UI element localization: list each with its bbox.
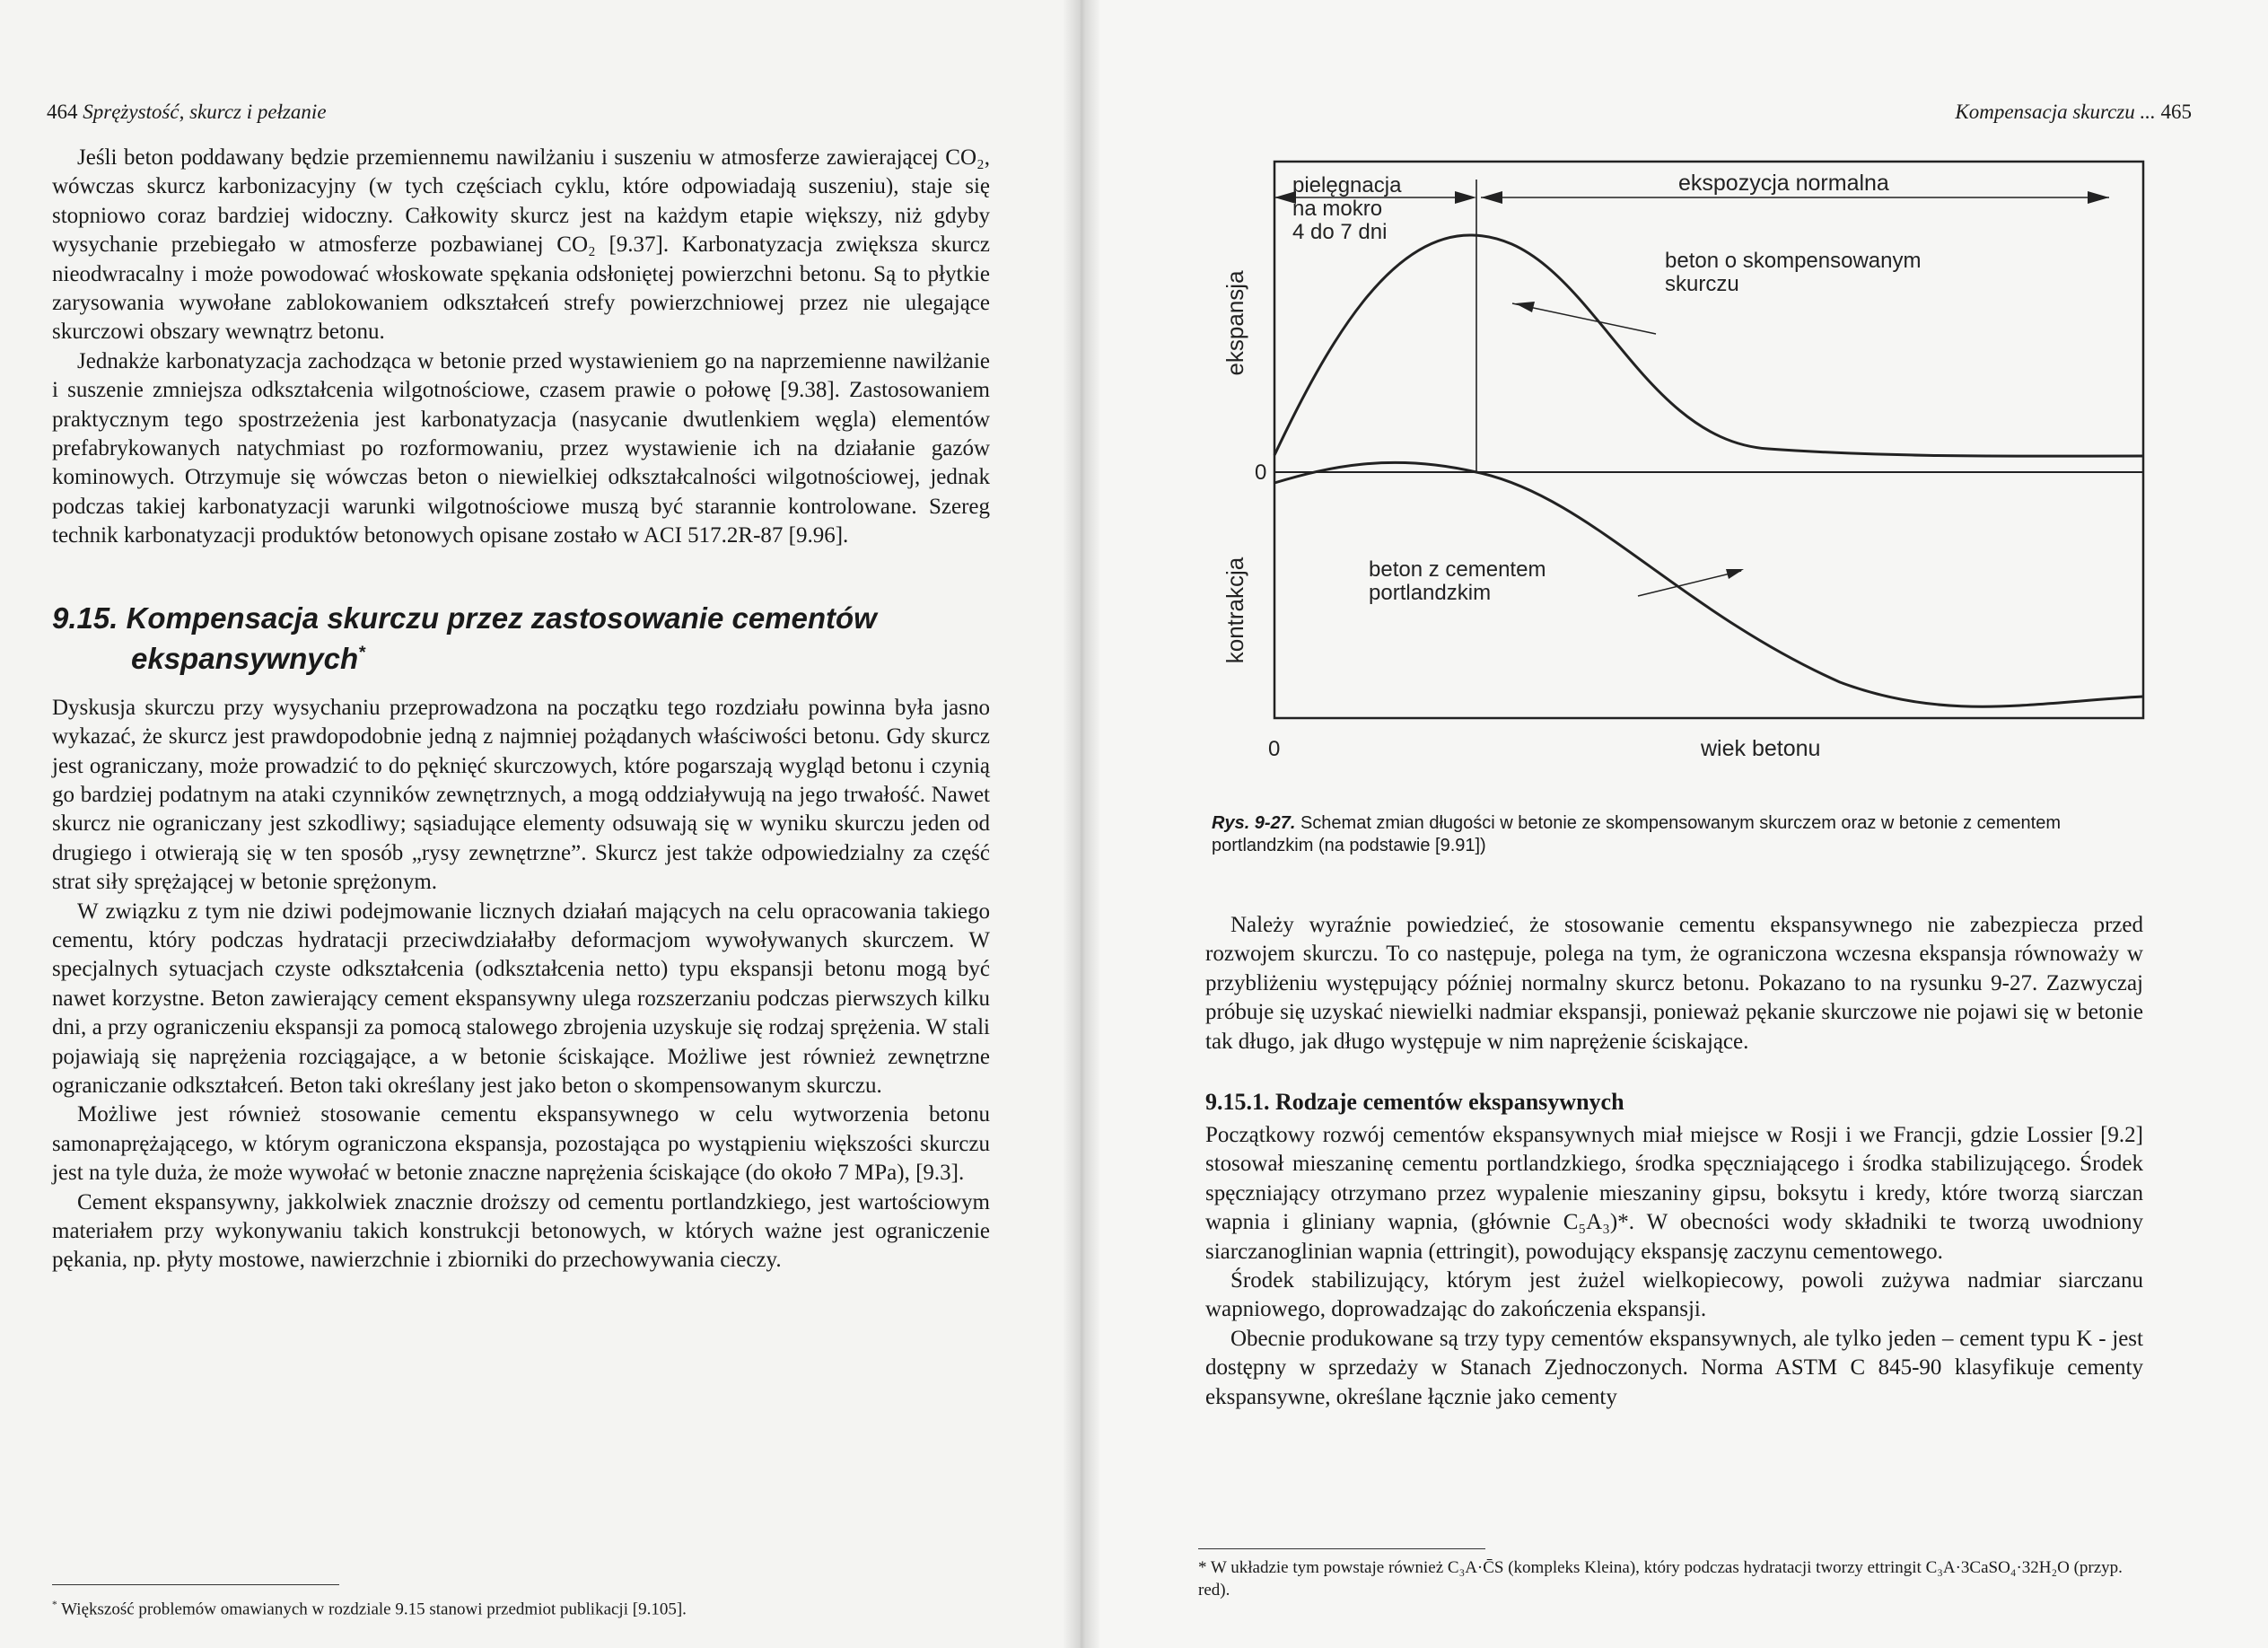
paragraph: Początkowy rozwój cementów ekspansywnych miał miejsce w Rosji i we Francji, gdzie Lossier [9.2] stosował mieszaninę cementu portlandzkiego, środka spęczniającego i środka stabilizującego. Środek spęczniający otrzymano przez wypalenie mieszaniny gipsu, boksytu i kredy, które tworzą siarczan wapnia i gliniany wapnia, (głównie C₅A₃)*. W obecności wody składniki te tworzą uwodniony siarczanoglinian wapnia (ettringit), powodujący ekspansję zaczynu cementowego. — [1205, 1123, 2143, 1264]
arrow-left-icon — [1481, 191, 1502, 204]
caption-text: Schemat zmian długości w betonie ze skompensowanym skurczem oraz w betonie z cementem portlandzkim (na podstawie [9.91]) — [1212, 813, 2061, 855]
footnote-marker: * — [52, 1600, 57, 1610]
axis-label-contraction: kontrakcja — [1222, 557, 1248, 664]
left-running-head — [47, 101, 327, 124]
right-running-title: Kompensacja skurczu ... — [1955, 101, 2156, 123]
paragraph: W związku z tym nie dziwi podejmowanie licznych działań mających na celu opracowania takiego cementu, który podczas hydratacji przeciwdziałałby deformacjom wywoływanych skurczem. W specjalnych sytuacjach czyste odkształcenia (odkształcenia netto) typu ekspansji betonu mogą być nawet korzystne. Beton zawierający cement ekspansywny ulega rozszerzaniu podczas pierwszych kilku dni, a przy ograniczeniu ekspansji za pomocą stalowego zbrojenia uzyskuje się rodzaj sprężenia. W stali pojawiają się naprężenia rozciągające, a w betonie ściskające. Możliwe jest również zewnętrzne ograniczanie odkształceń. Beton taki określany jest jako beton o skompensowanym skurczu. — [52, 899, 990, 1098]
figure-caption — [1212, 812, 2145, 857]
leader-line-compensated — [1512, 303, 1656, 334]
paragraph: Cement ekspansywny, jakkolwiek znacznie droższy od cementu portlandzkiego, jest wartościowym materiałem przy wykonywaniu takich konstrukcji betonowych, w których ważne jest ograniczenie pękania, np. płyty mostowe, nawierzchnie i zbiorniki do przechowywania cieczy. — [52, 1189, 990, 1273]
axis-zero-y: 0 — [1255, 460, 1267, 485]
axis-label-expansion: ekspansja — [1222, 270, 1248, 376]
label-compensated-1: beton o skompensowanym — [1665, 249, 1922, 273]
label-portland-2: portlandzkim — [1369, 581, 1492, 605]
subsection-number: 9.15.1. — [1205, 1089, 1270, 1116]
right-footnote-block — [1198, 1548, 2136, 1601]
figure-diagram — [1212, 144, 2163, 772]
right-footnote: * W układzie tym powstaje również C₃A·C̄S (kompleks Kleina), który podczas hydratacji tworzy ettringit C₃A·3CaSO₄·32H₂O (przyp. red). — [1198, 1558, 2123, 1600]
footnote-rule — [1198, 1548, 1485, 1549]
book-gutter — [1064, 0, 1099, 1648]
figure-9-27 — [1212, 144, 2163, 772]
paragraph: Jednakże karbonatyzacja zachodząca w betonie przed wystawieniem go na naprzemienne nawilżanie i suszenie zmniejsza odkształcenia wilgotnościowe, czasem prawie o połowę [9.38]. Zastosowaniem praktycznym tego spostrzeżenia jest karbonatyzacja (nasycanie dwutlenkiem węgla) elementów prefabrykowanych natychmiast po rozformowaniu, przez wystawienie ich na działanie gazów kominowych. Otrzymuje się wówczas beton o niewielkiej odkształcalności wilgotnościowej, jednak podczas takiej karbonatyzacji warunki wilgotnościowe muszą być starannie kontrolowane. Szereg technik karbonatyzacji produktów betonowych opisane zostało w ACI 517.2R-87 [9.96]. — [52, 348, 990, 548]
subsection-title: Rodzaje cementów ekspansywnych — [1275, 1089, 1624, 1116]
arrow-right-icon — [2088, 191, 2109, 204]
paragraph: Należy wyraźnie powiedzieć, że stosowanie cementu ekspansywnego nie zabezpiecza przed rozwojem skurczu. To co następuje, polega na tym, że ograniczona wczesna ekspansja równoważy w przybliżeniu występujący później normalny skurcz betonu. Pokazano to na rysunku 9-27. Zazwyczaj próbuje się uzyskać niewielki nadmiar ekspansji, ponieważ pękanie skurczowe nie pojawi się w betonie tak długo, jak długo występuje w nim naprężenie ściskające. — [1205, 913, 2143, 1054]
axis-zero-x: 0 — [1268, 737, 1281, 761]
caption-number: Rys. 9-27. — [1212, 813, 1296, 833]
right-page-number: 465 — [2160, 101, 2192, 123]
axis-label-age: wiek betonu — [1701, 736, 1821, 761]
leader-line-portland — [1638, 571, 1741, 596]
arrow-right-icon — [1455, 191, 1476, 204]
section-title: Kompensacja skurczu przez zastosowanie cementów ekspansywnych — [126, 600, 877, 675]
right-running-head — [1955, 101, 2192, 124]
paragraph: Obecnie produkowane są trzy typy cementów ekspansywnych, ale tylko jeden – cement typu K - jest dostępny w sprzedaży w Stanach Zjednoczonych. Norma ASTM C 845-90 klasyfikuje cementy ekspansywne, określane łącznie jako cementy — [1205, 1326, 2143, 1409]
left-footnote-block — [52, 1584, 990, 1620]
figure-frame — [1274, 162, 2143, 718]
section-footnote-marker: * — [358, 642, 365, 662]
right-text-column — [1205, 911, 2143, 1412]
paragraph: Jeśli beton poddawany będzie przemiennemu nawilżaniu i suszeniu w atmosferze zawierającej CO₂, wówczas skurcz karbonizacyjny (w tych częściach cyklu, które odpowiadają suszeniu), staje się stopniowo coraz bardziej widoczny. Całkowity skurcz jest na każdym etapie większy, niż gdyby wysychanie przebiegało w atmosferze pozbawianej CO₂ [9.37]. Karbonatyzacja zwiększa skurcz nieodwracalny i może powodować włoskowate spękania odsłoniętej powierzchni betonu. Są to płytkie zarysowania wywołane zablokowaniem odkształceń strefy powierzchniowej przez nie ulegające skurczowi obszary wewnątrz betonu. — [52, 145, 990, 345]
paragraph: Możliwe jest również stosowanie cementu ekspansywnego w celu wytworzenia betonu samonaprężającego, w którym ograniczona ekspansja, pozostająca po wystąpieniu większości skurczu jest na tyle duża, że może wywołać w betonie znaczne naprężenia ściskające (do około 7 MPa), [9.3]. — [52, 1102, 990, 1186]
footnote-rule — [52, 1584, 339, 1585]
left-page — [0, 0, 1081, 1648]
arrow-icon — [1515, 302, 1535, 312]
left-footnote — [52, 1594, 990, 1620]
left-footnote-text: Większość problemów omawianych w rozdziale 9.15 stanowi przedmiot publikacji [9.105]. — [61, 1600, 687, 1619]
label-curing: pielęgnacja — [1292, 173, 1402, 197]
section-heading — [52, 601, 990, 676]
left-running-title: Sprężystość, skurcz i pełzanie — [83, 101, 327, 123]
arrow-icon — [1726, 569, 1744, 579]
paragraph: Dyskusja skurczu przy wysychaniu przeprowadzona na początku tego rozdziału powinna była jasno wykazać, że skurcz jest prawdopodobnie jedną z najmniej pożądanych właściwości betonu. Gdy skurcz jest ograniczany, może prowadzić to do pęknięć skurczowych, które pogarszają wygląd betonu i czynią go bardziej podatnym na ataki czynników zewnętrznych, a mogą oddziaływują na jego trwałość. Nawet skurcz nie ograniczany jest szkodliwy; sąsiadujące elementy odsuwają się w wyniku skurczu jeden od drugiego i otwierają się w ten sposób „rysy zewnętrzne”. Skurcz jest także odpowiedzialny za część strat siły sprężającej w betonie sprężonym. — [52, 695, 990, 895]
label-portland-1: beton z cementem — [1369, 557, 1546, 582]
subsection-heading — [1205, 1089, 2143, 1116]
label-wet: na mokro — [1292, 197, 1383, 221]
label-days: 4 do 7 dni — [1292, 220, 1388, 244]
label-exposure: ekspozycja normalna — [1678, 171, 1889, 196]
section-number: 9.15. — [52, 600, 118, 635]
paragraph: Środek stabilizujący, którym jest żużel wielkopiecowy, powoli zużywa nadmiar siarczanu wapniowego, doprowadzając do zakończenia ekspansji. — [1205, 1268, 2143, 1322]
label-compensated-2: skurczu — [1665, 272, 1739, 296]
left-text-column — [52, 144, 990, 1275]
left-page-number: 464 — [47, 101, 78, 123]
